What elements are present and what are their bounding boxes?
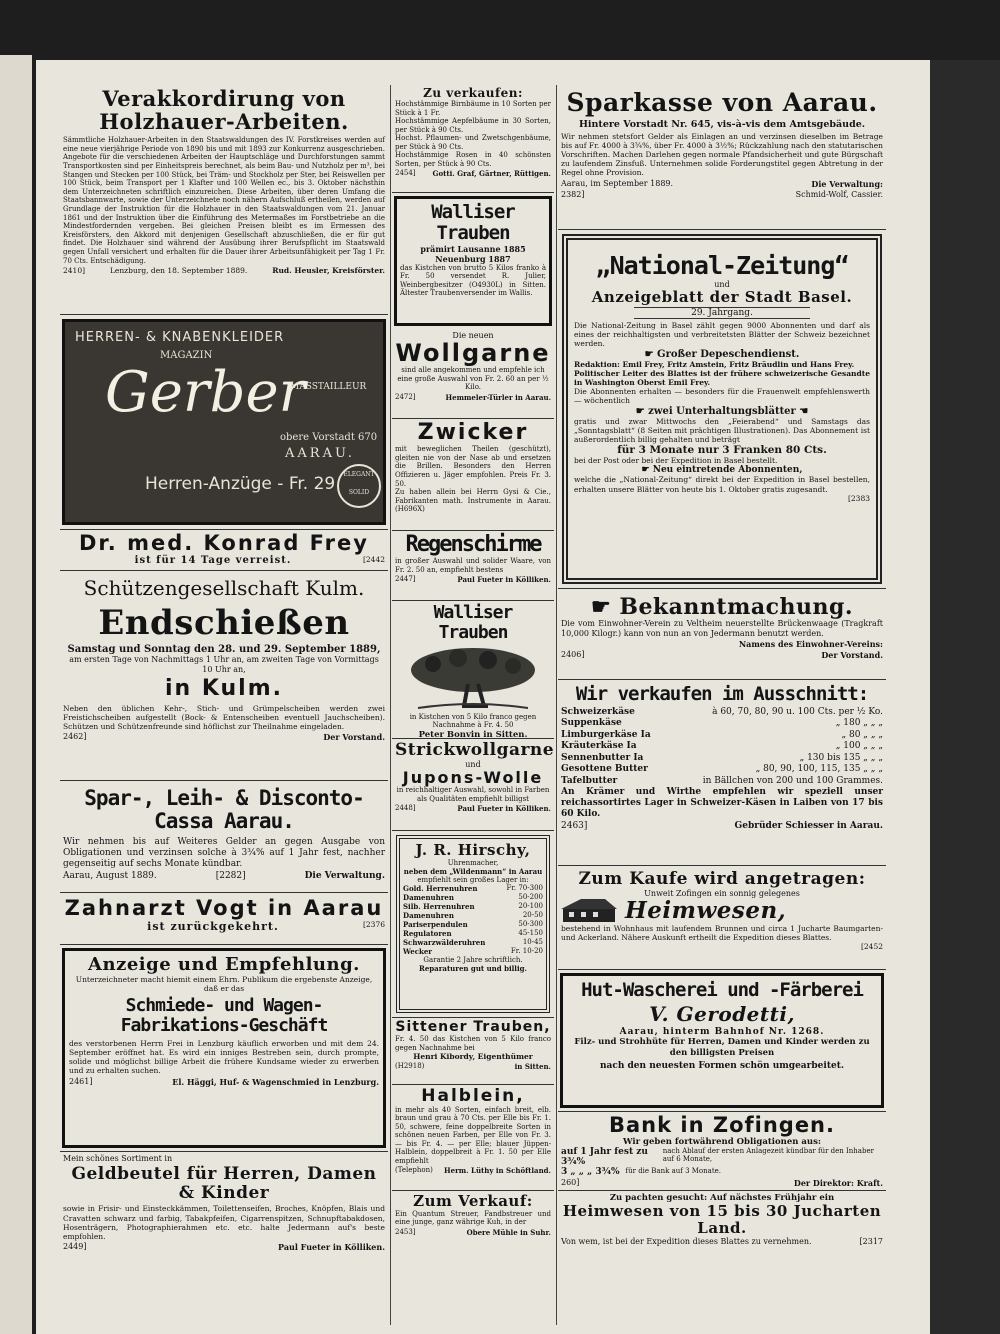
ad-body: das Kistchen von brutto 5 Kilos franko à Fr. 50 versendet R. Julier, Weinbergbesitzer (O4930L) in Sitten. Ältester Traubenversender im Wallis. bbox=[400, 263, 546, 298]
ad-number: 2449] bbox=[63, 1242, 87, 1252]
ad-feature-text: Neu eintretende Abonnenten, bbox=[652, 465, 803, 476]
ad-walliser-trauben bbox=[394, 196, 552, 326]
ad-title: Heimwesen von 15 bis 30 Jucharten Land. bbox=[562, 1202, 882, 1237]
price-label: Sennenbutter Ia bbox=[561, 752, 644, 763]
ad-body: sind alle angekommen und empfehle ich eine große Auswahl von Fr. 2. 60 an per ½ Kilo. bbox=[397, 366, 549, 392]
ad-signer: Obere Mühle in Suhr. bbox=[466, 1227, 551, 1237]
ad-signer: Rud. Heusler, Kreisförster. bbox=[272, 266, 385, 276]
price-label: Tafelbutter bbox=[561, 775, 618, 786]
ad-bekanntmachung bbox=[558, 588, 886, 680]
ad-date: Aarau, im September 1889. bbox=[561, 178, 674, 188]
ad-address: Aarau, hinterm Bahnhof Nr. 1268. bbox=[619, 1026, 825, 1037]
ad-number: 2448] bbox=[395, 804, 416, 813]
ad-signer: Der Vorstand. bbox=[821, 650, 883, 661]
ad-body: in großer Auswahl und solider Waare, von Fr. 2. 50 an, empfiehlt bestens bbox=[395, 557, 551, 574]
ad-number: 2461] bbox=[69, 1076, 93, 1086]
ad-wollgarne bbox=[392, 329, 554, 419]
ad-subtitle: ist für 14 Tage verreist. bbox=[134, 555, 292, 567]
ad-holzhauer bbox=[60, 85, 388, 315]
ad-headline: Endschießen bbox=[98, 603, 350, 643]
ad-schuetzen bbox=[60, 571, 388, 781]
price-label: Suppenkäse bbox=[561, 718, 622, 729]
ad-intro: Mein schönes Sortiment in bbox=[63, 1154, 173, 1163]
ad-signer: Schmid-Wolf, Cassier. bbox=[795, 189, 883, 199]
page-shadow bbox=[930, 60, 1000, 1334]
price-row bbox=[561, 741, 883, 753]
ad-title: Regenschirme bbox=[405, 532, 541, 557]
ad-signature bbox=[395, 393, 551, 402]
ad-signer: Die Verwaltung: bbox=[811, 178, 883, 189]
ad-signer: Die Verwaltung. bbox=[304, 871, 385, 882]
ad-signature bbox=[561, 1178, 883, 1188]
ad-signer: El. Häggi, Huf- & Wagenschmied in Lenzburg. bbox=[172, 1076, 379, 1087]
price-row bbox=[403, 884, 543, 893]
ad-body: Politischer Leiter des Blattes ist der frühere schweizerische Gesandte in Washington Oberst Emil Frey. bbox=[574, 368, 870, 388]
ad-body: Wir nehmen stetsfort Gelder als Einlagen an und verzinsen dieselben im Betrage bis auf Fr. 4000 à 3¾%, über Fr. 4000 à 3½%; Rückzahlung nach den statutarischen Vorschriften. Machen Darlehen gegen normale Pfandsicherheit und gute Bürgschaft zu laufendem Zinsfuß. Unternehmen solide Forderungstitel gegen Abtretung in der Regel ohne Provision. bbox=[561, 131, 883, 178]
ad-title: Dr. med. Konrad Frey bbox=[79, 531, 369, 555]
ad-subtitle: Anzeigeblatt der Stadt Basel. bbox=[591, 287, 853, 306]
ad-body: in Kistchen von 5 Kilo franco gegen Nachnahme à Fr. 4. 50 bbox=[409, 712, 537, 730]
ad-time: am ersten Tage von Nachmittags 1 Uhr an, am zweiten Tage von Vormittags 10 Uhr an, bbox=[69, 655, 379, 675]
ad-body: Wir nehmen bis auf Weiteres Gelder an gegen Ausgabe von Obligationen und verzinsen solche à 3¾% auf 1 Jahr fest, nachher gegenseitig auf sechs Monate kündbar. bbox=[63, 837, 385, 870]
ad-body2: nach den neuesten Formen schön umgearbeitet. bbox=[599, 1060, 844, 1071]
ad-headline: Heimwesen, bbox=[625, 897, 787, 925]
ad-headline: Schmiede- und Wagen-Fabrikations-Geschäft bbox=[120, 995, 328, 1036]
gerber-line2: MAGAZIN bbox=[160, 350, 213, 361]
gerber-line3: MASSTAILLEUR bbox=[290, 382, 367, 392]
ad-heimwesen bbox=[558, 866, 886, 970]
ad-connector: und bbox=[465, 759, 481, 769]
price-value: „ 80 „ „ „ bbox=[841, 729, 883, 740]
ad-title-text: Bekanntmachung. bbox=[619, 594, 854, 620]
price-row bbox=[561, 707, 883, 719]
ad-code: (Telephon) bbox=[395, 1166, 433, 1175]
ad-zwicker bbox=[392, 419, 554, 531]
ad-body: Die National-Zeitung in Basel zählt gegen 9000 Abonnenten und darf als eines der reichhaltigsten und verbreitetsten Blätter der Schweiz bezeichnet werden. bbox=[574, 321, 870, 349]
ad-intro: Unweit Zofingen ein sonnig gelegenes bbox=[644, 888, 800, 898]
ad-signer: Peter Bonvin in Sitten. bbox=[418, 729, 528, 739]
ad-national-zeitung bbox=[562, 234, 882, 584]
ad-address: Hintere Vorstadt Nr. 645, vis-à-vis dem Amtsgebäude. bbox=[578, 118, 866, 130]
ad-body: Neben den üblichen Kehr-, Stich- und Grümpelscheiben werden zwei Freistichscheiben aufgestellt (Bock- & Entenscheiben eventuell Jauchscheiben). Schützen und Schützenfreunde sind höflichst zur Theilnahme eingeladen. bbox=[63, 703, 385, 731]
ad-body: des verstorbenen Herrn Frei in Lenzburg käuflich erworben und mit dem 24. September eröffnet hat. Es wird ein inniges Bestreben sein, durch prompte, solide und möglichst billige Arbeit die frühere Kundsame wieder zu erwerben und zu erhalten suchen. bbox=[69, 1038, 379, 1076]
ad-body: bestehend in Wohnhaus mit laufendem Brunnen und circa 1 Jucharte Baumgarten- und Ackerland. Nähere Auskunft ertheilt die Expedition dieses Blattes. bbox=[561, 923, 883, 942]
ad-by: Namens des Einwohner-Vereins: bbox=[738, 639, 883, 650]
price-row bbox=[403, 920, 543, 929]
price-label: Wecker bbox=[403, 946, 432, 956]
ad-intro: Die neuen bbox=[452, 331, 494, 340]
price-value: „ 180 „ „ „ bbox=[835, 718, 883, 729]
ad-body: Die Abonnenten erhalten — besonders für die Frauenwelt empfehlenswerth — wöchentlich bbox=[574, 387, 870, 406]
ad-date: Samstag und Sonntag den 28. und 29. September 1889, bbox=[67, 644, 381, 656]
house-icon bbox=[561, 898, 617, 924]
ad-body: welche die „National-Zeitung“ direkt bei der Expedition in Basel bestellen, erhalten unsere Blätter von heute bis 1. Oktober gratis zugesandt. bbox=[574, 475, 870, 494]
ad-signer: Der Direktor: Kraft. bbox=[793, 1178, 883, 1189]
ad-title: Verakkordirung von Holzhauer-Arbeiten. bbox=[99, 86, 349, 135]
gerber-tagline: Herren-Anzüge - Fr. 29 bbox=[145, 474, 336, 494]
ad-signer: Hemmeler-Türler in Aarau. bbox=[445, 392, 551, 402]
ad-body: An Krämer und Wirthe empfehlen wir speziell unser reichassortirtes Lager in Schweizer-Käsen in Laiben von 17 bis 60 Kilo. bbox=[561, 787, 883, 820]
ad-title: Hut-Wascherei und -Färberei bbox=[581, 979, 863, 1001]
ad-body: sowie in Frisir- und Einsteckkämmen, Toilettenseifen, Broches, Knöpfen, Blais und Cravatten schwarz und farbig, Tabakpfeifen, Cigarrenspitzen, Schnupftabakdosen, Hosenträgern, Photographierahmen etc. etc. halte Jedermann auf's beste empfohlen. bbox=[63, 1204, 385, 1241]
ad-signer: Herm. Lüthy in Schöftland. bbox=[444, 1166, 551, 1176]
ad-title: Zahnarzt Vogt in Aarau bbox=[64, 896, 384, 920]
ad-redaction: Redaktion: Emil Frey, Fritz Amstein, Fritz Bräudlin und Hans Frey. bbox=[574, 359, 855, 369]
ad-signer: Der Vorstand. bbox=[323, 732, 385, 743]
ad-award: prämirt Lausanne 1885 bbox=[420, 243, 526, 254]
price-row bbox=[403, 929, 543, 938]
ad-frey bbox=[60, 529, 388, 571]
price-row bbox=[561, 730, 883, 742]
ad-signature bbox=[395, 1166, 551, 1175]
price-list bbox=[403, 884, 543, 956]
price-value: 50-300 bbox=[518, 919, 543, 928]
gerber-line1: HERREN- & KNABENKLEIDER bbox=[75, 330, 285, 345]
ad-walliser-trauben-2 bbox=[392, 601, 554, 739]
gerber-city: AARAU. bbox=[285, 446, 355, 461]
ad-title: Walliser Trauben bbox=[433, 602, 513, 643]
pointing-hand-icon: ☛ bbox=[590, 594, 620, 620]
price-value: 10-45 bbox=[522, 937, 543, 946]
ad-repair: Reparaturen gut und billig. bbox=[419, 963, 527, 973]
ad-title: Zwicker bbox=[417, 420, 529, 445]
ad-title: Zum Verkauf: bbox=[413, 1192, 533, 1210]
ad-number: 2410] bbox=[63, 266, 86, 276]
ad-signer: Paul Fueter in Kölliken. bbox=[457, 804, 551, 814]
ad-vogt bbox=[60, 893, 388, 945]
ad-place-date: Lenzburg, den 18. September 1889. bbox=[109, 266, 248, 276]
bank-rate: 3 „ „ „ 3¾% bbox=[561, 1167, 620, 1178]
ad-connector: und bbox=[714, 279, 730, 289]
adjacent-page-edge bbox=[0, 55, 32, 1334]
ad-signature bbox=[395, 575, 551, 584]
ad-body: Von wem, ist bei der Expedition dieses Blattes zu vernehmen. bbox=[561, 1237, 812, 1246]
ad-title: Walliser Trauben bbox=[431, 201, 515, 244]
ad-subtitle: Uhrenmacher, bbox=[447, 858, 499, 867]
price-label: Gold. Herrenuhren bbox=[403, 883, 478, 893]
ad-place: in Kulm. bbox=[164, 676, 283, 702]
ad-number: 2472] bbox=[395, 392, 416, 401]
price-label: Regulatoren bbox=[403, 928, 452, 938]
bank-row bbox=[561, 1167, 883, 1177]
ad-signature bbox=[69, 1077, 379, 1087]
price-label: Silb. Herrenuhren bbox=[403, 901, 475, 911]
ad-title: Geldbeutel für Herren, Damen & Kinder bbox=[71, 1164, 377, 1203]
ad-hut-waescherei bbox=[560, 973, 884, 1108]
ad-signer: Gebrüder Schiesser in Aarau. bbox=[734, 821, 883, 832]
price-row bbox=[403, 893, 543, 902]
ad-date: Aarau, August 1889. bbox=[63, 871, 157, 882]
price-label: Schweizerkäse bbox=[561, 706, 635, 717]
ad-feature bbox=[574, 465, 870, 475]
ad-signer: Gotti. Graf, Gärtner, Rüttigen. bbox=[432, 169, 551, 179]
ad-address: neben dem „Wildenmann“ in Aarau bbox=[403, 866, 543, 876]
pointing-hand-icon: ☛ bbox=[641, 465, 653, 476]
ad-zum-verkauf bbox=[392, 1191, 554, 1255]
column-rule bbox=[390, 85, 391, 1325]
ad-line: Hochstämmige Birnbäume in 10 Sorten per Stück à 1 Fr. bbox=[395, 100, 551, 117]
ad-feature bbox=[574, 349, 870, 360]
ad-line: Hochstämmige Rosen in 40 schönsten Sorten, per Stück à 90 Cts. bbox=[395, 151, 551, 168]
ad-sittener bbox=[392, 1017, 554, 1085]
ad-intro: Unterzeichneter macht hiemit einem Ehrn. Publikum die ergebenste Anzeige, daß er das bbox=[75, 974, 373, 993]
ad-signature bbox=[561, 650, 883, 660]
price-row bbox=[561, 718, 883, 730]
ad-number: 2453] bbox=[395, 1227, 416, 1236]
price-label: Gesottene Butter bbox=[561, 764, 648, 775]
ad-title: Zum Kaufe wird angetragen: bbox=[578, 869, 866, 889]
ad-number: 2447] bbox=[395, 575, 416, 584]
column-rule bbox=[556, 85, 557, 1325]
price-value: „ 130 bis 135 „ „ „ bbox=[799, 752, 883, 763]
ad-signature bbox=[561, 1237, 883, 1246]
gerber-seal: ELEGANT SOLID bbox=[337, 464, 381, 508]
ad-title: Bank in Zofingen. bbox=[608, 1113, 835, 1137]
ad-title: Anzeige und Empfehlung. bbox=[88, 954, 360, 975]
ad-signer: Henri Kibordy, Eigenthümer bbox=[413, 1052, 533, 1062]
bank-row bbox=[561, 1147, 883, 1167]
ad-number: 2382] bbox=[561, 189, 585, 199]
ad-pacht bbox=[558, 1191, 886, 1247]
ad-body2: Zu haben allein bei Herrn Gysi & Cie., Fabrikanten math. Instrumente in Aarau. (H696X) bbox=[395, 488, 551, 514]
ad-title: Sittener Trauben, bbox=[395, 1019, 551, 1035]
price-value: in Bällchen von 200 und 100 Grammes. bbox=[702, 775, 883, 786]
ad-gerber-engraving bbox=[62, 319, 386, 525]
price-row bbox=[403, 938, 543, 947]
ad-signature bbox=[395, 1062, 551, 1071]
ad-line: Hochstämmige Aepfelbäume in 30 Sorten, per Stück à 90 Cts. bbox=[395, 117, 551, 134]
column-right bbox=[558, 85, 886, 1247]
ad-number: 2462] bbox=[63, 732, 87, 742]
price-value: „ 100 „ „ „ bbox=[835, 741, 883, 752]
ad-year: 29. Jahrgang. bbox=[634, 307, 810, 319]
ad-signature bbox=[395, 1228, 551, 1237]
price-row bbox=[561, 776, 883, 788]
ad-intro: Wir geben fortwährend Obligationen aus: bbox=[622, 1137, 822, 1148]
price-label: Limburgerkäse Ia bbox=[561, 729, 651, 740]
ad-title: Wir verkaufen im Ausschnitt: bbox=[575, 683, 869, 705]
ad-signer: Paul Fueter in Kölliken. bbox=[278, 1242, 385, 1253]
ad-signature bbox=[63, 871, 385, 881]
ad-regenschirme bbox=[392, 531, 554, 601]
ad-number: [2317 bbox=[859, 1237, 883, 1246]
price-row bbox=[561, 753, 883, 765]
ad-place: in Sitten. bbox=[514, 1062, 551, 1072]
ad-signature bbox=[63, 732, 385, 742]
price-label: Damenuhren bbox=[403, 892, 454, 902]
ad-number: 2463] bbox=[561, 821, 588, 832]
ad-body: bei der Post oder bei der Expedition in Basel bestellt. bbox=[574, 456, 778, 466]
ad-feature-text: zwei Unterhaltungsblätter bbox=[648, 405, 796, 417]
ad-signature bbox=[395, 804, 551, 813]
ad-signer: Paul Fueter in Kölliken. bbox=[457, 575, 551, 585]
ad-body: in mehr als 40 Sorten, einfach breit, elb. braun und grau à 70 Cts. per Elle bis Fr. 1. 50, schwere, feine doppelbreite Sorten in schönen neuen Farben, per Elle von Fr. 3. — bis Fr. 4. — per Elle; blauer Jüppen-Halblein, doppelbreit à Fr. 1. 50 per Elle empfiehlt bbox=[395, 1105, 551, 1165]
price-label: Kräuterkäse Ia bbox=[561, 741, 637, 752]
ad-signature bbox=[63, 1242, 385, 1252]
ad-number: [2442 bbox=[362, 555, 385, 565]
ad-body: Fr. 4. 50 das Kistchen von 5 Kilo franco gegen Nachnahme bei bbox=[395, 1035, 551, 1052]
ad-code: (H2918) bbox=[395, 1062, 425, 1071]
ad-title: Halblein, bbox=[421, 1086, 525, 1106]
ad-title: J. R. Hirschy, bbox=[415, 841, 531, 859]
ad-title: Schützengesellschaft Kulm. bbox=[83, 576, 365, 600]
grape-vine-illustration bbox=[398, 644, 548, 712]
ad-zu-verkaufen bbox=[392, 85, 554, 193]
pointing-hand-icon: ☛ bbox=[644, 348, 658, 360]
ad-body: gratis und zwar Mittwochs den „Feierabend“ und Samstags das „Sonntagsblatt“ (8 Seiten mit prächtigen Illustrationen). Das Abonnement ist außerordentlich billig gehalten und beträgt bbox=[574, 416, 870, 445]
column-left bbox=[60, 85, 388, 1261]
ad-number: 2454] bbox=[395, 169, 416, 178]
ad-number: [2452 bbox=[860, 942, 883, 952]
ad-award: Neuenburg 1887 bbox=[435, 253, 511, 264]
price-value: à 60, 70, 80, 90 u. 100 Cts. per ½ Ko. bbox=[712, 706, 883, 717]
ad-number: [2376 bbox=[362, 920, 385, 930]
ad-number: 2406] bbox=[561, 650, 585, 660]
ad-title: Wollgarne bbox=[395, 339, 551, 367]
ad-signature bbox=[63, 266, 385, 275]
ad-body: Die vom Einwohner-Verein zu Veltheim neuerstellte Brückenwaage (Tragkraft 10,000 Kilogr.) kann von nun an von Jedermann benutzt werden. bbox=[561, 619, 883, 639]
ad-strickwollgarne bbox=[392, 739, 554, 831]
price-value: 50-200 bbox=[518, 892, 543, 901]
ad-body: Sämmtliche Holzhauer-Arbeiten in den Staatswaldungen des IV. Forstkreises werden auf eine neue vierjährige Periode von 1890 bis und mit 1893 zur Konkurrenz ausgeschrieben. Angebote für die verschiedenen Arbeiten der Hauptschläge und Durchforstungen sammt Transportkosten sind per Einheitspreis berechnet, als beim Bau- und Nutzholz per m³, bei Stangen und Stecken per 100 Stück, bei Träm- und Stockholz per Ster, bei Reiswellen per 100 Stück, beim Transport per 1 Klafter und 100 Wellen ec., bis 3. Oktober nächsthin dem Unterzeichneten schriftlich einzureichen. Diese Arbeiten, über deren Umfang die Staatsbannwarte, sowie der Unterzeichnete noch nähern Aufschluß ertheilen, werden auf Grundlage der Instruktion für die Holzhauer in den Staatswaldungen vom 21. Januar 1861 und der Instruktion über die Einführung des Metermaßes im Forstbetriebe an die Mindestfordernden vergeben. Bei gleichen Preisen bleibt es im Ermessen des Kreisförsters, den Akkord mit denjenigen Gesellschaft abzuschließen, die er für gut findet. Die Holzhauer sind während der Ausübung ihrer Berufspflicht im Staatswald gegen Unfall versichert und erhalten für die Dauer ihrer Arbeitsunfähigkeit per Tag 1 Fr. 70 Cts. Entschädigung. bbox=[63, 136, 385, 265]
ad-feature-text: Großer Depeschendienst. bbox=[657, 348, 800, 360]
ad-spar bbox=[60, 781, 388, 893]
ad-title: Sparkasse von Aarau. bbox=[566, 88, 878, 117]
ad-sparkasse bbox=[558, 85, 886, 230]
ad-price: für 3 Monate nur 3 Franken 80 Cts. bbox=[617, 444, 827, 457]
price-label: Pariserpendulen bbox=[403, 919, 468, 929]
ad-title2: Jupons-Wolle bbox=[402, 767, 544, 787]
price-row bbox=[561, 764, 883, 776]
price-row bbox=[403, 902, 543, 911]
ad-title: Zu verkaufen: bbox=[423, 86, 523, 100]
ad-body: in reichhaltiger Auswahl, sowohl in Farben als Qualitäten empfiehlt billigst bbox=[396, 786, 550, 803]
ad-feature bbox=[574, 406, 870, 417]
ad-halblein bbox=[392, 1085, 554, 1191]
bank-note: für die Bank auf 3 Monate. bbox=[625, 1167, 722, 1176]
price-row bbox=[403, 911, 543, 920]
pointing-hand-icon: ☚ bbox=[795, 405, 809, 417]
price-label: Schwarzwälderuhren bbox=[403, 937, 486, 947]
ad-signature bbox=[561, 190, 883, 199]
ad-number: [2383 bbox=[847, 493, 870, 503]
ad-intro: empfiehlt sein großes Lager in: bbox=[417, 875, 529, 884]
price-list bbox=[561, 707, 883, 788]
gerber-address: obere Vorstadt 670 bbox=[280, 432, 378, 443]
ad-geldbeutel bbox=[60, 1151, 388, 1261]
bank-rate: auf 1 Jahr fest zu 3¾% bbox=[561, 1147, 648, 1168]
ad-subtitle: ist zurückgekehrt. bbox=[147, 920, 279, 934]
price-value: 45-150 bbox=[518, 928, 543, 937]
ad-signature bbox=[561, 179, 883, 189]
price-value: Fr. 70-300 bbox=[506, 883, 543, 892]
ad-name: V. Gerodetti, bbox=[649, 1001, 795, 1026]
ad-title bbox=[561, 595, 883, 619]
ad-hirschy bbox=[396, 835, 550, 1013]
price-value: Fr. 10-20 bbox=[510, 946, 543, 955]
ad-title: „National-Zeitung“ bbox=[595, 251, 849, 280]
ad-title: Strickwollgarne bbox=[395, 740, 554, 760]
ad-bank-zofingen bbox=[558, 1111, 886, 1191]
ad-body: mit beweglichen Theilen (geschützt), gleiten nie von der Nase ab und ersetzen die Brillen. Besonders den Herren Offizieren u. Jäger empfohlen. Preis Fr. 3. 50. bbox=[395, 445, 551, 488]
ad-body: Filz- und Strohhüte für Herren, Damen und Kinder werden zu den billigsten Preisen bbox=[574, 1036, 870, 1058]
ad-signature bbox=[561, 821, 883, 831]
column-middle bbox=[392, 85, 554, 1255]
ad-signature bbox=[395, 169, 551, 178]
ad-intro: Zu pachten gesucht: Auf nächstes Frühjahr ein bbox=[609, 1193, 835, 1203]
pointing-hand-icon: ☛ bbox=[635, 405, 649, 417]
ad-number: [2282] bbox=[215, 871, 246, 882]
price-value: 20-100 bbox=[518, 901, 543, 910]
ad-title: Spar-, Leih- & Disconto-Cassa Aarau. bbox=[84, 786, 364, 834]
ad-ausschnitt bbox=[558, 680, 886, 866]
ad-anzeige bbox=[62, 948, 386, 1148]
price-label: Damenuhren bbox=[403, 910, 454, 920]
price-value: „ 80, 90, 100, 115, 135 „ „ „ bbox=[755, 764, 883, 775]
bank-note: nach Ablauf der ersten Anlagezeit kündbar für den Inhaber auf 6 Monate, bbox=[662, 1147, 874, 1164]
ad-number: 260] bbox=[561, 1178, 580, 1188]
ad-line: Hochst. Pflaumen- und Zwetschgenbäume, per Stück à 90 Cts. bbox=[395, 134, 551, 151]
price-value: 20-50 bbox=[522, 910, 543, 919]
ad-body: Ein Quantum Streuer, Fandbstreuer und eine junge, ganz währige Kuh, in der bbox=[395, 1209, 551, 1226]
ad-guarantee: Garantie 2 Jahre schriftlich. bbox=[423, 955, 523, 964]
gerber-name: Gerber bbox=[105, 360, 306, 425]
price-row bbox=[403, 947, 543, 956]
